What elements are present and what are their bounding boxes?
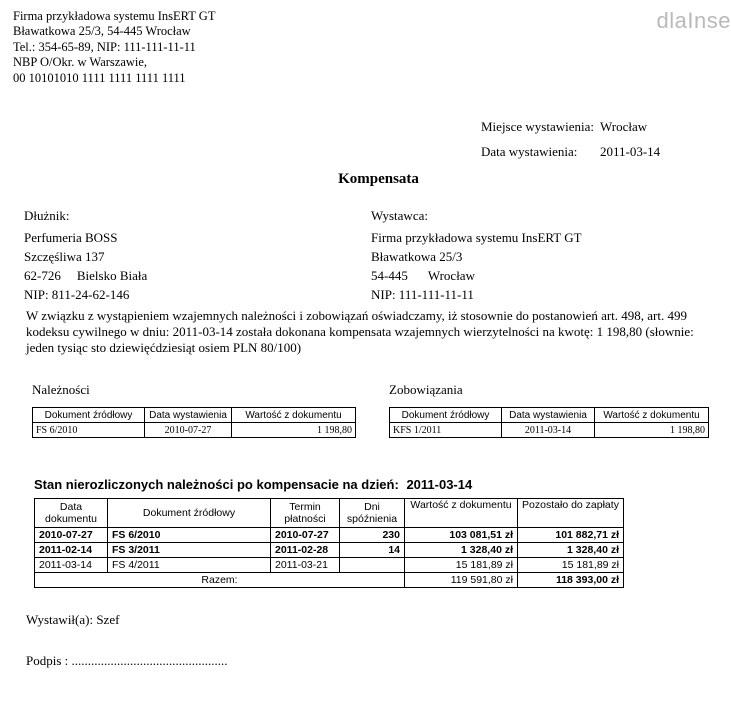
- company-line: Firma przykładowa systemu InsERT GT: [13, 9, 216, 23]
- table-header-row: [35, 499, 624, 528]
- table-cell: 103 081,51 zł: [405, 528, 518, 543]
- watermark: dlaInse: [656, 8, 731, 33]
- issuer-city: Wrocław: [427, 268, 475, 283]
- stan-table: [34, 498, 624, 588]
- company-line: Tel.: 354-65-89, NIP: 111-111-11-11: [13, 39, 196, 54]
- column-header: Data wystawienia: [502, 408, 595, 423]
- date-label: Data wystawienia:: [481, 144, 578, 159]
- table-cell: 2011-03-14: [502, 423, 595, 438]
- company-line: Bławatkowa 25/3, 54-445 Wrocław: [13, 24, 191, 39]
- table-cell: 2011-03-21: [271, 558, 340, 573]
- column-header: Dokument źródłowy: [390, 408, 502, 423]
- table-cell: 230: [340, 528, 405, 543]
- issuer-postal: 54-445: [371, 268, 408, 283]
- liabilities-table: [389, 407, 709, 438]
- total-label: Razem:: [35, 573, 405, 588]
- table-cell: FS 4/2011: [108, 558, 271, 573]
- liabilities-heading: Zobowiązania: [389, 382, 463, 397]
- total-value: 119 591,80 zł: [405, 573, 518, 588]
- table-header-row: [33, 408, 356, 423]
- issuer-heading: Wystawca:: [371, 208, 428, 223]
- issuer-nip: NIP: 111-111-11-11: [371, 287, 474, 302]
- issuer-name: Firma przykładowa systemu InsERT GT: [371, 230, 582, 245]
- debtor-postal: 62-726: [24, 268, 61, 283]
- total-remaining: 118 393,00 zł: [518, 573, 624, 588]
- table-total-row: [35, 573, 624, 588]
- receivables-heading: Należności: [32, 382, 90, 397]
- table-cell: 1 328,40 zł: [405, 543, 518, 558]
- table-cell: 2010-07-27: [35, 528, 108, 543]
- place-label: Miejsce wystawienia:: [481, 119, 594, 134]
- table-row: [390, 423, 709, 438]
- declaration-paragraph: W związku z wystąpieniem wzajemnych należności i zobowiązań oświadczamy, iż stosownie do postanowień art. 498, art. 499 kodeksu cywilnego w dniu: 2011-03-14 została dokonana kompensata wzajemnych wierzytelności na kwotę: 1 198,80 (słownie: jeden tysiąc sto dziewięćdziesiąt osiem PLN 80/100): [26, 308, 694, 355]
- column-header: Data wystawienia: [145, 408, 232, 423]
- column-header: Dokument źródłowy: [108, 499, 271, 528]
- company-line: NBP O/Okr. w Warszawie,: [13, 55, 148, 70]
- company-line: 00 10101010 1111 1111 1111 1111: [13, 70, 186, 85]
- table-cell: FS 6/2010: [33, 423, 145, 438]
- debtor-city: Bielsko Biała: [76, 268, 148, 283]
- table-cell: 1 328,40 zł: [518, 543, 624, 558]
- column-header: Dokument źródłowy: [33, 408, 145, 423]
- document-title: Kompensata: [338, 171, 419, 187]
- column-header: Wartość z dokumentu: [595, 408, 709, 423]
- table-cell: 2011-02-28: [271, 543, 340, 558]
- place-value: Wrocław: [600, 119, 648, 134]
- column-header: Wartość z dokumentu: [405, 499, 518, 528]
- table-cell: 15 181,89 zł: [405, 558, 518, 573]
- table-cell: KFS 1/2011: [390, 423, 502, 438]
- table-cell: FS 3/2011: [108, 543, 271, 558]
- debtor-name: Perfumeria BOSS: [24, 230, 118, 245]
- table-row: [33, 423, 356, 438]
- company-header: [13, 9, 215, 86]
- table-row: [35, 558, 624, 573]
- table-cell: FS 6/2010: [108, 528, 271, 543]
- signature-line: Podpis : ................................................: [26, 653, 228, 668]
- table-cell: 1 198,80: [232, 423, 356, 438]
- table-cell: 14: [340, 543, 405, 558]
- stan-heading-text: Stan nierozliczonych należności po kompensacie na dzień:: [34, 477, 399, 492]
- column-header: Pozostało do zapłaty: [518, 499, 624, 528]
- table-cell: [340, 558, 405, 573]
- issuer-street: Bławatkowa 25/3: [371, 249, 463, 264]
- column-header: Wartość z dokumentu: [232, 408, 356, 423]
- debtor-heading: Dłużnik:: [24, 208, 70, 223]
- table-row: [35, 543, 624, 558]
- table-cell: 101 882,71 zł: [518, 528, 624, 543]
- receivables-table: [32, 407, 356, 438]
- table-cell: 2010-07-27: [145, 423, 232, 438]
- debtor-block: [24, 206, 147, 304]
- column-header: Data dokumentu: [35, 499, 108, 528]
- table-row: [35, 528, 624, 543]
- debtor-nip: NIP: 811-24-62-146: [24, 287, 130, 302]
- debtor-street: Szczęśliwa 137: [24, 249, 105, 264]
- column-header: Termin płatności: [271, 499, 340, 528]
- issued-by: Wystawił(a): Szef: [26, 612, 120, 627]
- stan-heading: [34, 477, 472, 492]
- issuer-block: [371, 206, 582, 304]
- table-cell: 15 181,89 zł: [518, 558, 624, 573]
- stan-heading-date: 2011-03-14: [406, 477, 473, 492]
- date-value: 2011-03-14: [600, 144, 661, 159]
- table-header-row: [390, 408, 709, 423]
- table-cell: 2011-02-14: [35, 543, 108, 558]
- table-cell: 1 198,80: [595, 423, 709, 438]
- column-header: Dni spóźnienia: [340, 499, 405, 528]
- table-cell: 2011-03-14: [35, 558, 108, 573]
- table-cell: 2010-07-27: [271, 528, 340, 543]
